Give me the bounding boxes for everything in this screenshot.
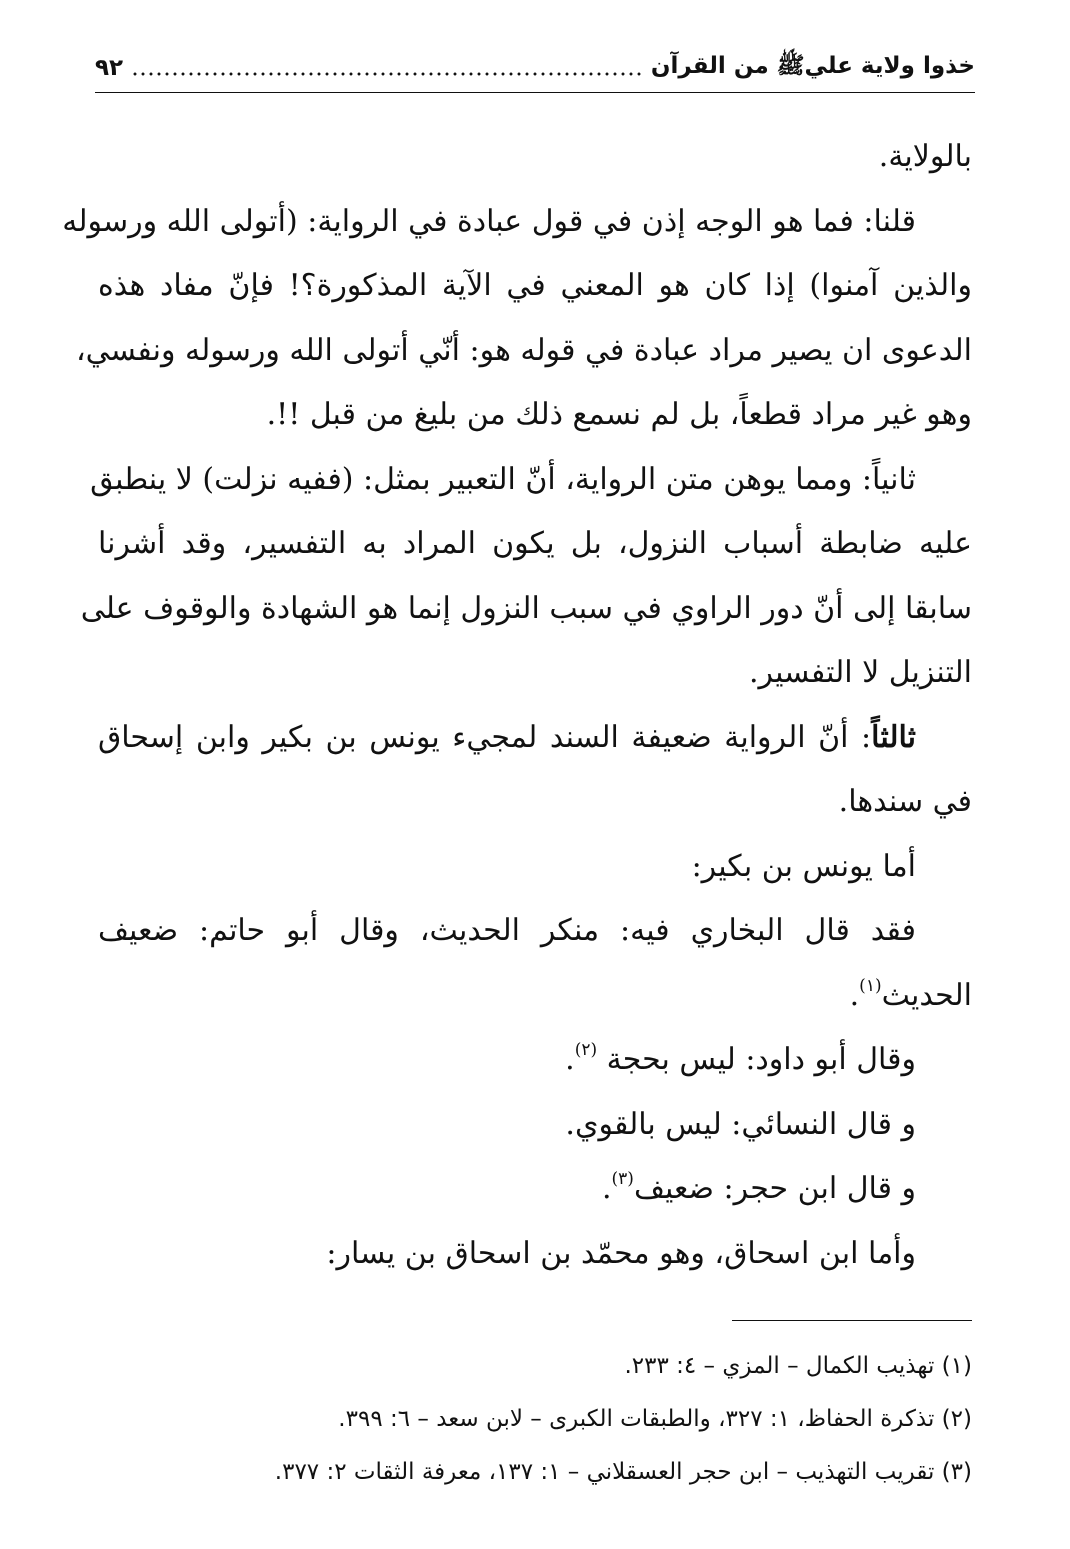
- text-line: والذين آمنوا) إذا كان هو المعني في الآية المذكورة؟! فإنّ مفاد هذه: [98, 268, 972, 303]
- text-span: الحديث: [881, 977, 972, 1013]
- text-line: أما يونس بن بكير:: [691, 848, 916, 884]
- text-line: الدعوى ان يصير مراد عبادة في قوله هو: أنّي أتولى الله ورسوله ونفسي،: [75, 332, 972, 368]
- text-line: قلنا: فما هو الوجه إذن في قول عبادة في الرواية: (أتولى الله ورسوله: [62, 203, 916, 239]
- text-span: .: [565, 1042, 575, 1077]
- text-line: [98, 706, 972, 771]
- footnote-ref: (١): [859, 975, 882, 996]
- page-number: ٩٢: [95, 55, 124, 81]
- text-line: سابقا إلى أنّ دور الراوي في سبب النزول إنما هو الشهادة والوقوف على: [80, 590, 972, 626]
- text-span: وقال أبو داود: ليس بحجة: [597, 1042, 916, 1077]
- dotted-leader: [131, 72, 643, 76]
- text-span: .: [601, 1171, 612, 1206]
- text-line: وهو غير مراد قطعاً، بل لم نسمع ذلك من بليغ من قبل !!.: [266, 397, 972, 432]
- running-header: [95, 48, 975, 88]
- header-rule: [95, 92, 975, 93]
- header-title: خذوا ولاية عليﷺ من القرآن: [650, 53, 975, 79]
- text-line: و قال النسائي: ليس بالقوي.: [565, 1106, 916, 1142]
- text-span: .: [849, 977, 860, 1013]
- footnote: (٣) تقريب التهذيب – ابن حجر العسقلاني – ١: ١٣٧، معرفة الثقات ٢: ٣٧٧.: [274, 1459, 972, 1485]
- footnote: (٢) تذكرة الحفاظ، ١: ٣٢٧، والطبقات الكبرى – لابن سعد – ٦: ٣٩٩.: [338, 1406, 972, 1432]
- text-span: و قال ابن حجر: ضعيف: [633, 1171, 916, 1206]
- footnotes: [98, 1340, 972, 1499]
- text-span: : أنّ الرواية ضعيفة السند لمجيء يونس بن بكير وابن إسحاق: [98, 719, 872, 755]
- text-line: وأما ابن اسحاق، وهو محمّد بن اسحاق بن يسار:: [326, 1235, 916, 1271]
- text-line: عليه ضابطة أسباب النزول، بل يكون المراد به التفسير، وقد أشرنا: [98, 526, 972, 561]
- bold-lead-word: ثالثاً: [871, 719, 916, 755]
- text-line: التنزيل لا التفسير.: [749, 655, 972, 690]
- text-line: [98, 1028, 972, 1093]
- footnote-separator: [732, 1320, 972, 1321]
- footnote-ref: (٣): [611, 1169, 634, 1189]
- footnote: (١) تهذيب الكمال – المزي – ٤: ٢٣٣.: [624, 1353, 972, 1379]
- text-line: بالولاية.: [878, 139, 972, 174]
- text-line: [98, 964, 972, 1029]
- text-line: فقد قال البخاري فيه: منكر الحديث، وقال أبو حاتم: ضعيف: [98, 913, 916, 948]
- text-line: [98, 1157, 972, 1222]
- main-text: [62, 125, 972, 1286]
- text-line: في سندها.: [838, 784, 972, 819]
- footnote-ref: (٢): [574, 1040, 598, 1060]
- text-line: ثانياً: ومما يوهن متن الرواية، أنّ التعبير بمثل: (ففيه نزلت) لا ينطبق: [90, 461, 916, 497]
